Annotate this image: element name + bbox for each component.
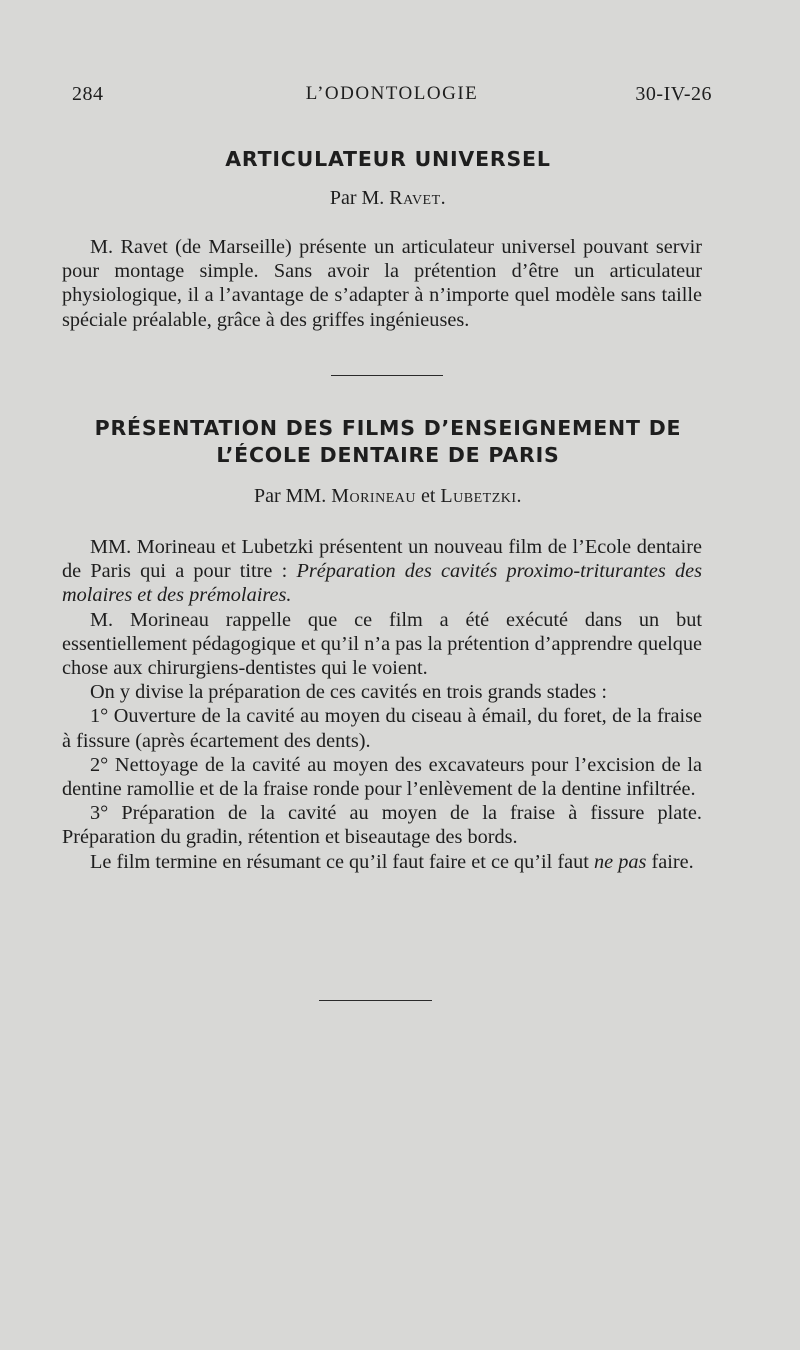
article1-byline [62,187,714,210]
article1-body [62,235,702,332]
article1-title: ARTICULATEUR UNIVERSEL [225,147,551,171]
article2-paragraph-1 [62,535,702,608]
article2-title-line1: PRÉSENTATION DES FILMS D’ENSEIGNEMENT DE [94,416,682,440]
article2-byline [62,485,714,508]
article2-byline-and: et [415,485,441,507]
film-title: Préparation des cavités proximo-triturantes des molaires et des prémolaires. [62,560,702,607]
article2-body [62,535,702,874]
article2-p1-text: MM. Morineau et Lubetzki présentent un nouveau film de l’Ecole dentaire de Paris qui a pour titre : [62,536,702,583]
issue-date: 30-IV-26 [635,83,712,105]
article2-p7-italic: ne pas [594,850,647,873]
article2-p7-text: Le film termine en résumant ce qu’il faut faire et ce qu’il faut [90,850,594,873]
running-head [72,83,712,111]
article2-author1: Morineau [331,485,416,507]
article1-byline-prefix: Par M. [329,187,390,209]
article2-paragraph-3: On y divise la préparation de ces cavités en trois grands stades : [90,681,608,704]
article2-byline-prefix: Par MM. [253,485,332,507]
article1-author: Ravet. [389,187,447,209]
article2-p7-end: faire. [646,850,694,873]
article2-author2: Lubetzki. [440,485,523,507]
article2-paragraph-6: 3° Préparation de la cavité au moyen de la fraise à fissure plate. Préparation du gradin, rétention et biseautage des bords. [62,802,702,849]
article2-title [62,415,714,469]
end-divider [319,1000,432,1001]
article2-paragraph-4: 1° Ouverture de la cavité au moyen du ciseau à émail, du foret, de la fraise à fissure (après écartement des dents). [62,705,702,752]
journal-title: L’ODONTOLOGIE [305,83,479,104]
article1-paragraph: M. Ravet (de Marseille) présente un articulateur universel pouvant servir pour montage simple. Sans avoir la prétention d’être un articulateur physiologique, il a l’avantage de s’adapter à n’importe quel modèle sans taille spéciale préalable, grâce à des griffes ingénieuses. [62,236,702,331]
section-divider [331,375,443,376]
article2-paragraph-5: 2° Nettoyage de la cavité au moyen des excavateurs pour l’excision de la dentine ramollie et de la fraise ronde pour l’enlèvement de la dentine infiltrée. [62,753,702,801]
article2-title-line2: L’ÉCOLE DENTAIRE DE PARIS [216,443,560,467]
page-number: 284 [72,83,104,105]
article2-paragraph-2: M. Morineau rappelle que ce film a été exécuté dans un but essentiellement pédagogique et qu’il n’a pas la prétention d’apprendre quelque chose aux chirurgiens-dentistes qui le voient. [62,608,702,680]
article2-paragraph-7 [62,850,702,874]
